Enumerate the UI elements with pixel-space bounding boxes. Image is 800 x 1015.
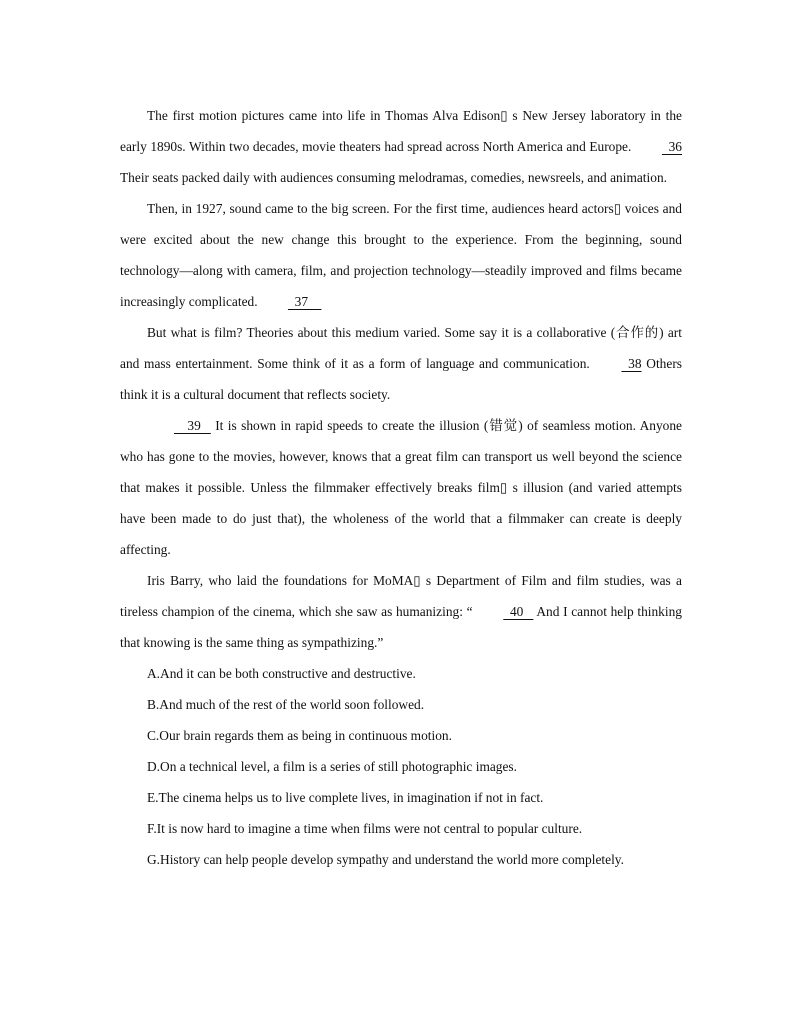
blank-40: 40 — [503, 604, 534, 619]
paragraph-4 — [120, 410, 682, 565]
paragraph-1 — [120, 100, 682, 193]
paragraph-2 — [120, 193, 682, 317]
paragraph-text: Others think it is a cultural document that reflects society. — [120, 356, 682, 402]
option-a: A.And it can be both constructive and destructive. — [147, 666, 416, 681]
option-c: C.Our brain regards them as being in continuous motion. — [147, 728, 452, 743]
paragraph-text: Their seats packed daily with audiences consuming melodramas, comedies, newsreels, and animation. — [120, 170, 667, 185]
paragraph-text: And I cannot help thinking that knowing is the same thing as sympathizing.” — [120, 604, 682, 650]
paragraph-text: The first motion pictures came into life in Thomas Alva Edison▯ s New Jersey laboratory in the early 1890s. Within two decades, movie theaters had spread across North America and Europe. — [120, 108, 682, 154]
blank-38: 38 — [621, 356, 642, 371]
paragraph-text: Iris Barry, who laid the foundations for MoMA▯ s Department of Film and film studies, was a tireless champion of the cinema, which she saw as humanizing: “ — [120, 573, 682, 619]
paragraph-text: But what is film? Theories about this medium varied. Some say it is a collaborative (合作的) art and mass entertainment. Some think of it as a form of language and communication. — [120, 325, 682, 371]
option-f: F.It is now hard to imagine a time when films were not central to popular culture. — [147, 821, 583, 836]
paragraph-text: It is shown in rapid speeds to create the illusion (错觉) of seamless motion. Anyone who has gone to the movies, however, knows that a great film can transport us well beyond the science that makes it possible. Unless the filmmaker effectively breaks film▯ s illusion (and varied attempts have been made to do just that), the wholeness of the world that a filmmaker can create is deeply affecting. — [120, 418, 682, 557]
option-g: G.History can help people develop sympathy and understand the world more completely. — [147, 852, 624, 867]
paragraph-3 — [120, 317, 682, 410]
blank-37: 37 — [287, 294, 322, 309]
option-d: D.On a technical level, a film is a series of still photographic images. — [147, 759, 517, 774]
paragraph-5 — [120, 565, 682, 658]
blank-39: 39 — [174, 418, 211, 433]
blank-36: 36 — [661, 139, 682, 154]
option-b: B.And much of the rest of the world soon followed. — [147, 697, 425, 712]
answer-options — [120, 658, 682, 875]
paragraph-text: Then, in 1927, sound came to the big screen. For the first time, audiences heard actors▯ voices and were excited about the new change this brought to the experience. From the beginning, sound technology—along with camera, film, and projection technology—steadily improved and films became increasingly complicated. — [120, 201, 682, 309]
option-e: E.The cinema helps us to live complete lives, in imagination if not in fact. — [147, 790, 544, 805]
document-page — [120, 100, 682, 875]
